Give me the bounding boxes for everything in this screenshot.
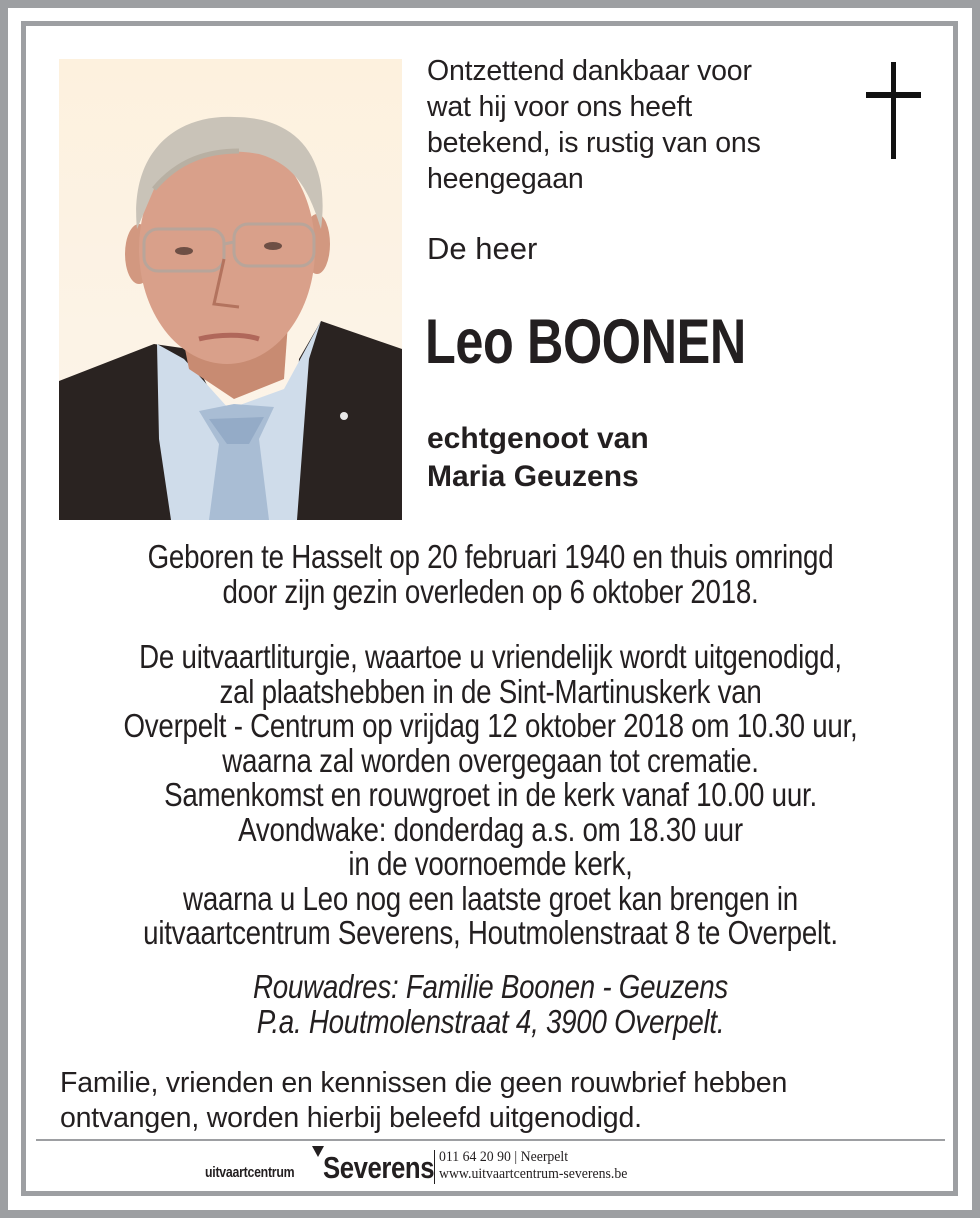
mourning-address xyxy=(36,970,945,1039)
funeral-line: De uitvaartliturgie, waartoe u vriendelijk wordt uitgenodigd, xyxy=(139,638,842,675)
cross-icon xyxy=(866,62,921,159)
spouse-relation xyxy=(427,420,649,496)
funeral-line: Samenkomst en rouwgroet in de kerk vanaf 10.00 uur. xyxy=(164,776,817,813)
title-prefix: De heer xyxy=(427,231,538,266)
address-line: P.a. Houtmolenstraat 4, 3900 Overpelt. xyxy=(256,1002,725,1040)
website-link[interactable]: www.uitvaartcentrum-severens.be xyxy=(439,1166,628,1182)
closing-paragraph xyxy=(60,1066,787,1136)
address-line: Rouwadres: Familie Boonen - Geuzens xyxy=(253,968,728,1005)
phone-line: 011 64 20 90 | Neerpelt xyxy=(439,1149,569,1165)
intro-line: wat hij voor ons heeft xyxy=(427,91,692,123)
funeral-line: waarna u Leo nog een laatste groet kan brengen in xyxy=(183,879,798,917)
footer-divider xyxy=(36,1139,945,1141)
spouse-name: Maria Geuzens xyxy=(427,460,639,493)
relation-label: echtgenoot van xyxy=(427,422,649,455)
intro-text xyxy=(427,53,827,197)
footer-brand xyxy=(0,1142,980,1192)
funeral-line: zal plaatshebben in de Sint-Martinuskerk van xyxy=(219,672,762,710)
funeral-paragraph xyxy=(36,640,945,951)
brand-separator xyxy=(434,1150,435,1184)
cross-horizontal-bar xyxy=(866,92,921,98)
portrait-illustration xyxy=(59,59,402,520)
intro-line: Ontzettend dankbaar voor xyxy=(427,55,752,87)
intro-line: heengegaan xyxy=(427,163,584,195)
brand-prefix: uitvaartcentrum xyxy=(205,1165,295,1181)
birth-death-line: door zijn gezin overleden op 6 oktober 2018. xyxy=(222,572,759,610)
cross-vertical-bar xyxy=(891,62,896,159)
funeral-line: Overpelt - Centrum op vrijdag 12 oktober 2018 om 10.30 uur, xyxy=(123,707,858,744)
birth-death-paragraph xyxy=(36,540,945,609)
funeral-line: Avondwake: donderdag a.s. om 18.30 uur xyxy=(238,810,743,848)
funeral-line: uitvaartcentrum Severens, Houtmolenstraat 8 te Overpelt. xyxy=(143,914,838,951)
closing-line: ontvangen, worden hierbij beleefd uitgenodigd. xyxy=(60,1102,642,1134)
portrait-photo xyxy=(59,59,402,520)
intro-line: betekend, is rustig van ons xyxy=(427,127,761,159)
brand-name: Severens xyxy=(323,1150,435,1185)
deceased-name: Leo BOONEN xyxy=(425,307,746,377)
brand-contact xyxy=(439,1149,627,1183)
birth-death-line: Geboren te Hasselt op 20 februari 1940 en thuis omringd xyxy=(147,538,834,575)
closing-line: Familie, vrienden en kennissen die geen rouwbrief hebben xyxy=(60,1067,788,1099)
funeral-line: waarna zal worden overgegaan tot crematie. xyxy=(222,741,759,779)
funeral-line: in de voornoemde kerk, xyxy=(348,845,633,882)
